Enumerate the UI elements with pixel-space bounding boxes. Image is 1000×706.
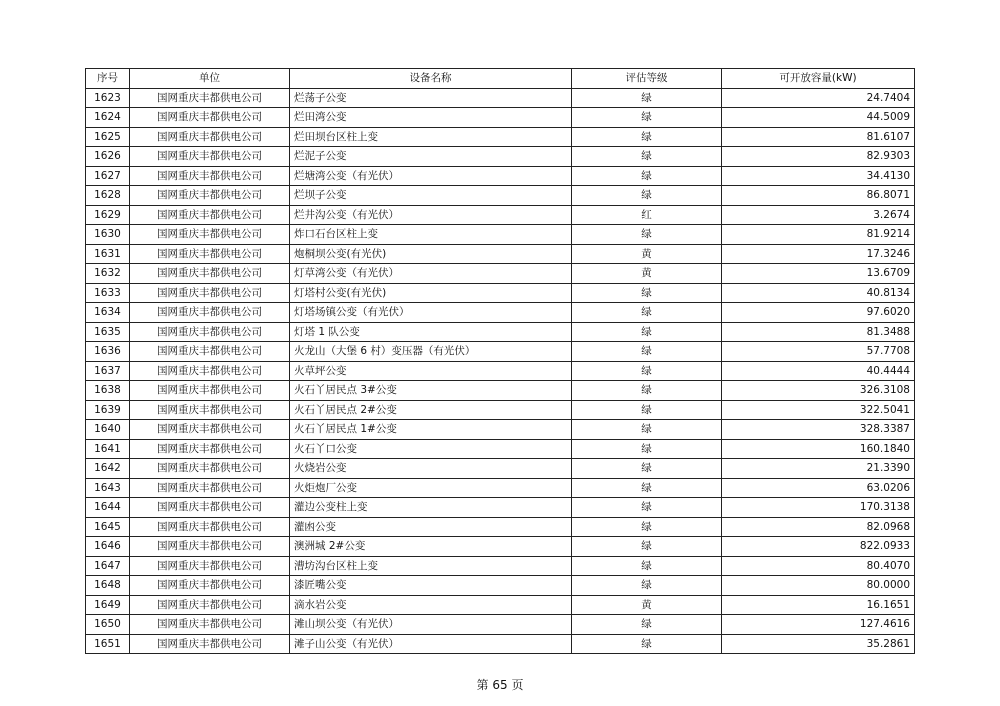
header-unit: 单位 [130,69,290,89]
cell-rating: 绿 [572,439,722,459]
cell-seq: 1637 [86,361,130,381]
table-row [86,127,915,147]
cell-unit: 国网重庆丰都供电公司 [130,576,290,596]
cell-rating: 绿 [572,127,722,147]
table-row [86,361,915,381]
cell-seq: 1633 [86,283,130,303]
cell-capacity: 322.5041 [722,400,915,420]
table-row [86,322,915,342]
cell-rating: 绿 [572,322,722,342]
header-capacity: 可开放容量(kW) [722,69,915,89]
cell-device-name: 烂坝子公变 [290,186,572,206]
cell-rating: 绿 [572,576,722,596]
cell-device-name: 火草坪公变 [290,361,572,381]
cell-rating: 黄 [572,244,722,264]
cell-unit: 国网重庆丰都供电公司 [130,595,290,615]
table-row [86,381,915,401]
table-row [86,400,915,420]
cell-unit: 国网重庆丰都供电公司 [130,342,290,362]
table-row [86,517,915,537]
cell-capacity: 80.0000 [722,576,915,596]
header-device-name: 设备名称 [290,69,572,89]
table-row [86,537,915,557]
cell-capacity: 326.3108 [722,381,915,401]
cell-seq: 1636 [86,342,130,362]
cell-device-name: 澳洲城 2#公变 [290,537,572,557]
cell-rating: 黄 [572,595,722,615]
cell-unit: 国网重庆丰都供电公司 [130,420,290,440]
cell-seq: 1643 [86,478,130,498]
cell-device-name: 灯塔场镇公变（有光伏） [290,303,572,323]
cell-device-name: 火石丫居民点 1#公变 [290,420,572,440]
table-row [86,556,915,576]
cell-rating: 红 [572,205,722,225]
cell-device-name: 烂荡子公变 [290,88,572,108]
cell-seq: 1650 [86,615,130,635]
cell-capacity: 24.7404 [722,88,915,108]
cell-unit: 国网重庆丰都供电公司 [130,634,290,654]
table-row [86,342,915,362]
table-row [86,147,915,167]
cell-unit: 国网重庆丰都供电公司 [130,127,290,147]
cell-capacity: 40.8134 [722,283,915,303]
table-row [86,634,915,654]
cell-rating: 绿 [572,556,722,576]
cell-seq: 1640 [86,420,130,440]
cell-capacity: 17.3246 [722,244,915,264]
cell-rating: 绿 [572,537,722,557]
cell-rating: 绿 [572,303,722,323]
table-row [86,439,915,459]
cell-rating: 绿 [572,498,722,518]
cell-capacity: 3.2674 [722,205,915,225]
cell-rating: 绿 [572,381,722,401]
cell-device-name: 烂田坝台区柱上变 [290,127,572,147]
cell-device-name: 炮桐坝公变(有光伏) [290,244,572,264]
header-seq: 序号 [86,69,130,89]
table-row [86,615,915,635]
cell-seq: 1639 [86,400,130,420]
table-row [86,108,915,128]
cell-unit: 国网重庆丰都供电公司 [130,166,290,186]
cell-capacity: 97.6020 [722,303,915,323]
cell-rating: 绿 [572,166,722,186]
table-row [86,595,915,615]
cell-seq: 1645 [86,517,130,537]
cell-rating: 绿 [572,361,722,381]
cell-capacity: 82.0968 [722,517,915,537]
cell-unit: 国网重庆丰都供电公司 [130,108,290,128]
table-row [86,576,915,596]
cell-device-name: 烂塘湾公变（有光伏） [290,166,572,186]
cell-device-name: 炸口石台区柱上变 [290,225,572,245]
cell-seq: 1624 [86,108,130,128]
cell-rating: 绿 [572,420,722,440]
cell-rating: 绿 [572,634,722,654]
cell-capacity: 170.3138 [722,498,915,518]
cell-unit: 国网重庆丰都供电公司 [130,283,290,303]
cell-unit: 国网重庆丰都供电公司 [130,88,290,108]
cell-capacity: 44.5009 [722,108,915,128]
cell-unit: 国网重庆丰都供电公司 [130,264,290,284]
cell-seq: 1634 [86,303,130,323]
cell-rating: 绿 [572,88,722,108]
cell-rating: 绿 [572,186,722,206]
cell-unit: 国网重庆丰都供电公司 [130,225,290,245]
cell-capacity: 127.4616 [722,615,915,635]
cell-unit: 国网重庆丰都供电公司 [130,244,290,264]
cell-unit: 国网重庆丰都供电公司 [130,322,290,342]
cell-unit: 国网重庆丰都供电公司 [130,478,290,498]
cell-seq: 1635 [86,322,130,342]
cell-unit: 国网重庆丰都供电公司 [130,361,290,381]
cell-device-name: 火石丫居民点 3#公变 [290,381,572,401]
cell-seq: 1632 [86,264,130,284]
cell-capacity: 160.1840 [722,439,915,459]
cell-device-name: 烂井沟公变（有光伏） [290,205,572,225]
page-number: 第 65 页 [476,678,524,692]
cell-unit: 国网重庆丰都供电公司 [130,186,290,206]
cell-rating: 绿 [572,517,722,537]
cell-unit: 国网重庆丰都供电公司 [130,205,290,225]
cell-capacity: 81.6107 [722,127,915,147]
cell-device-name: 火炬炮厂公变 [290,478,572,498]
cell-capacity: 35.2861 [722,634,915,654]
cell-device-name: 灯塔村公变(有光伏) [290,283,572,303]
cell-capacity: 13.6709 [722,264,915,284]
cell-unit: 国网重庆丰都供电公司 [130,303,290,323]
cell-device-name: 滩子山公变（有光伏） [290,634,572,654]
cell-rating: 黄 [572,264,722,284]
cell-rating: 绿 [572,478,722,498]
cell-unit: 国网重庆丰都供电公司 [130,556,290,576]
table-row [86,498,915,518]
cell-rating: 绿 [572,342,722,362]
cell-seq: 1630 [86,225,130,245]
header-rating: 评估等级 [572,69,722,89]
cell-seq: 1627 [86,166,130,186]
cell-unit: 国网重庆丰都供电公司 [130,439,290,459]
cell-unit: 国网重庆丰都供电公司 [130,400,290,420]
cell-unit: 国网重庆丰都供电公司 [130,147,290,167]
cell-rating: 绿 [572,459,722,479]
cell-capacity: 82.9303 [722,147,915,167]
cell-device-name: 烂田湾公变 [290,108,572,128]
table-row [86,186,915,206]
cell-capacity: 328.3387 [722,420,915,440]
cell-capacity: 86.8071 [722,186,915,206]
cell-rating: 绿 [572,147,722,167]
cell-capacity: 34.4130 [722,166,915,186]
capacity-table [85,68,915,654]
cell-capacity: 40.4444 [722,361,915,381]
cell-device-name: 火石丫口公变 [290,439,572,459]
cell-seq: 1625 [86,127,130,147]
cell-device-name: 火石丫居民点 2#公变 [290,400,572,420]
cell-device-name: 滴水岩公变 [290,595,572,615]
cell-device-name: 灯草湾公变（有光伏） [290,264,572,284]
cell-device-name: 火龙山（大堡 6 村）变压器（有光伏） [290,342,572,362]
cell-capacity: 21.3390 [722,459,915,479]
cell-capacity: 81.9214 [722,225,915,245]
cell-capacity: 80.4070 [722,556,915,576]
cell-seq: 1638 [86,381,130,401]
cell-seq: 1628 [86,186,130,206]
table-header-row [86,69,915,89]
table-body [86,88,915,654]
cell-unit: 国网重庆丰都供电公司 [130,498,290,518]
table-row [86,478,915,498]
cell-seq: 1626 [86,147,130,167]
cell-device-name: 烂泥子公变 [290,147,572,167]
cell-unit: 国网重庆丰都供电公司 [130,537,290,557]
cell-seq: 1642 [86,459,130,479]
table-row [86,166,915,186]
cell-capacity: 822.0933 [722,537,915,557]
cell-rating: 绿 [572,283,722,303]
table-row [86,459,915,479]
cell-unit: 国网重庆丰都供电公司 [130,381,290,401]
cell-seq: 1631 [86,244,130,264]
cell-rating: 绿 [572,108,722,128]
cell-device-name: 灌凼公变 [290,517,572,537]
table-row [86,303,915,323]
cell-capacity: 81.3488 [722,322,915,342]
cell-seq: 1648 [86,576,130,596]
cell-device-name: 火烧岩公变 [290,459,572,479]
cell-capacity: 63.0206 [722,478,915,498]
cell-seq: 1649 [86,595,130,615]
cell-rating: 绿 [572,225,722,245]
cell-seq: 1644 [86,498,130,518]
cell-device-name: 漆匠嘴公变 [290,576,572,596]
cell-unit: 国网重庆丰都供电公司 [130,517,290,537]
cell-device-name: 漕坊沟台区柱上变 [290,556,572,576]
cell-unit: 国网重庆丰都供电公司 [130,615,290,635]
table-row [86,283,915,303]
table-row [86,420,915,440]
cell-rating: 绿 [572,400,722,420]
table-row [86,244,915,264]
cell-capacity: 57.7708 [722,342,915,362]
cell-unit: 国网重庆丰都供电公司 [130,459,290,479]
cell-seq: 1629 [86,205,130,225]
cell-rating: 绿 [572,615,722,635]
table-row [86,205,915,225]
table-row [86,225,915,245]
cell-seq: 1651 [86,634,130,654]
cell-device-name: 灌边公变柱上变 [290,498,572,518]
cell-seq: 1646 [86,537,130,557]
cell-seq: 1641 [86,439,130,459]
cell-seq: 1623 [86,88,130,108]
cell-capacity: 16.1651 [722,595,915,615]
cell-seq: 1647 [86,556,130,576]
cell-device-name: 灯塔 1 队公变 [290,322,572,342]
table-row [86,264,915,284]
cell-device-name: 滩山坝公变（有光伏） [290,615,572,635]
table-row [86,88,915,108]
